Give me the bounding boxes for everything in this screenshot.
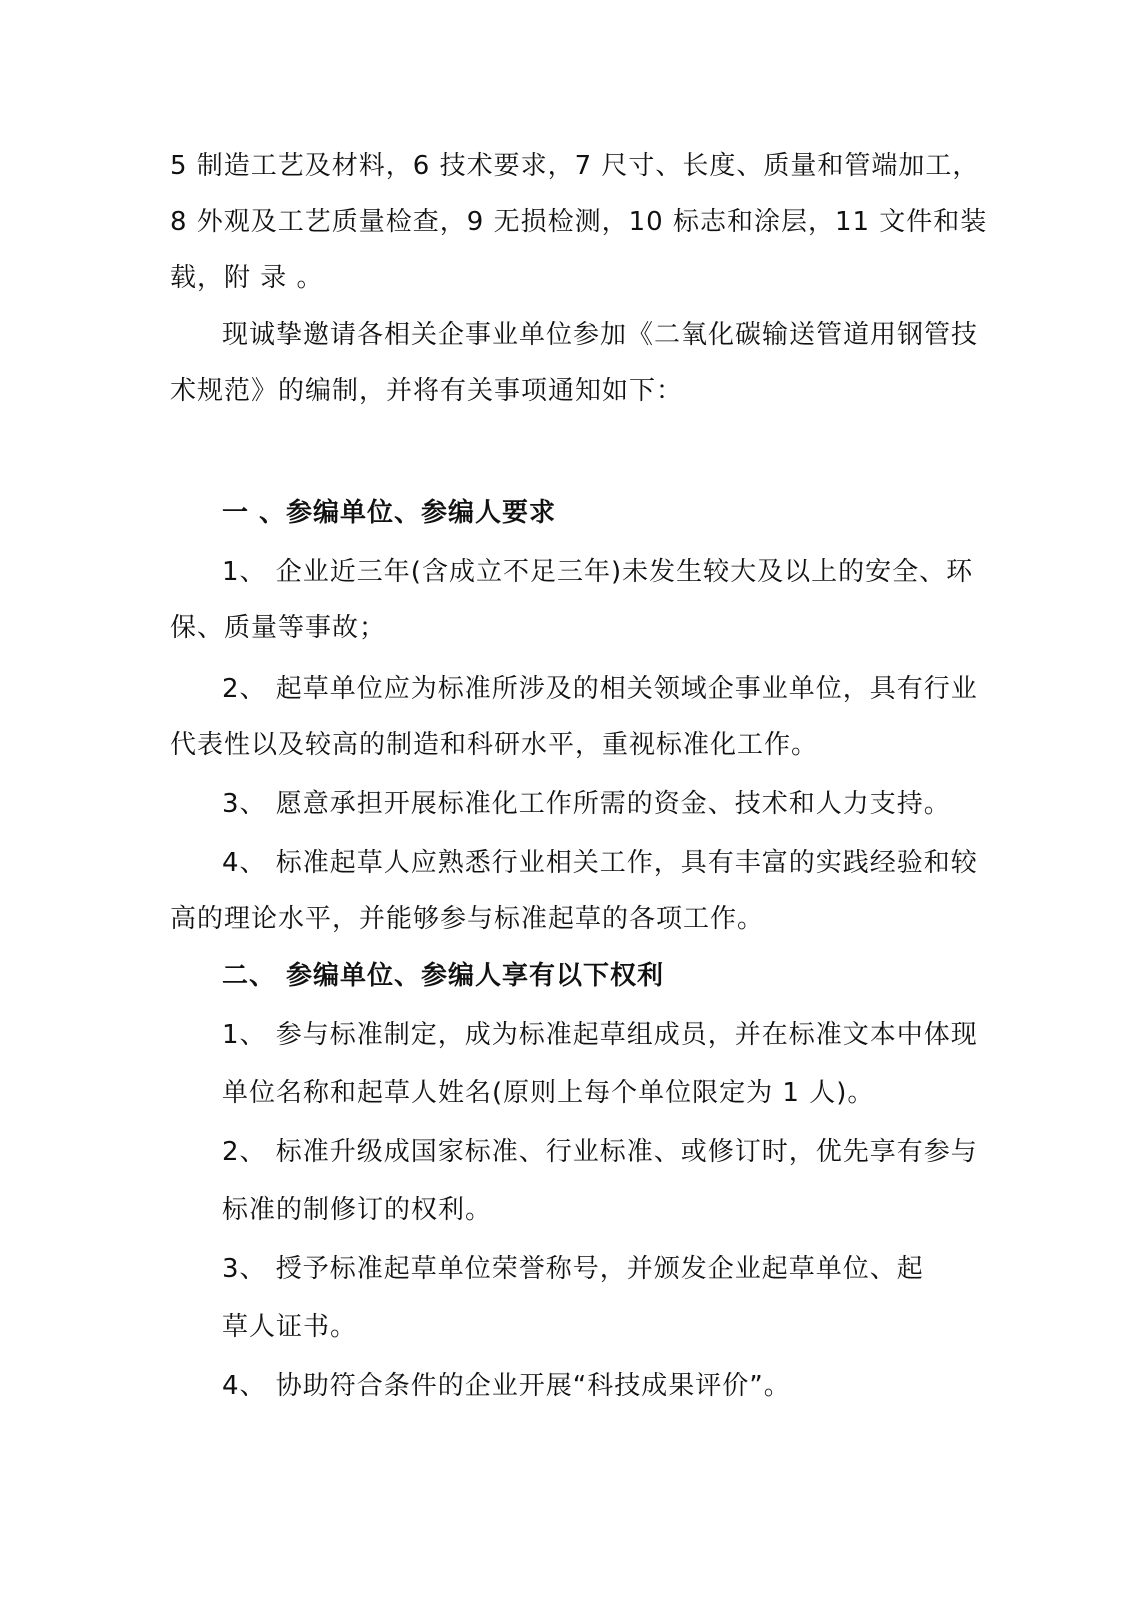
section-heading-1: 一 、参编单位、参编人要求 — [222, 498, 557, 528]
right-3-line-2: 草人证书。 — [222, 1312, 358, 1342]
invitation-line-2: 术规范》的编制，并将有关事项通知如下： — [170, 376, 684, 406]
body-line-2: 8 外观及工艺质量检查，9 无损检测，10 标志和涂层，11 文件和装 — [170, 207, 988, 237]
req-1-line-2: 保、质量等事故； — [170, 613, 387, 643]
req-4-line-1: 4、 标准起草人应熟悉行业相关工作，具有丰富的实践经验和较 — [222, 848, 978, 878]
req-2-line-2: 代表性以及较高的制造和科研水平，重视标准化工作。 — [170, 730, 819, 760]
body-line-3: 载，附 录 。 — [170, 263, 324, 293]
right-1-line-1: 1、 参与标准制定，成为标准起草组成员，并在标准文本中体现 — [222, 1020, 978, 1050]
req-1-line-1: 1、 企业近三年(含成立不足三年)未发生较大及以上的安全、环 — [222, 557, 974, 587]
req-2-line-1: 2、 起草单位应为标准所涉及的相关领域企事业单位，具有行业 — [222, 674, 978, 704]
body-line-1: 5 制造工艺及材料，6 技术要求，7 尺寸、长度、质量和管端加工， — [170, 151, 980, 181]
section-heading-2: 二、 参编单位、参编人享有以下权利 — [222, 961, 665, 991]
req-3-line-1: 3、 愿意承担开展标准化工作所需的资金、技术和人力支持。 — [222, 789, 951, 819]
right-2-line-1: 2、 标准升级成国家标准、行业标准、或修订时，优先享有参与 — [222, 1137, 978, 1167]
invitation-line-1: 现诚挚邀请各相关企事业单位参加《二氧化碳输送管道用钢管技 — [222, 320, 979, 350]
right-2-line-2: 标准的制修订的权利。 — [222, 1195, 493, 1225]
req-4-line-2: 高的理论水平，并能够参与标准起草的各项工作。 — [170, 904, 765, 934]
right-1-line-2: 单位名称和起草人姓名(原则上每个单位限定为 1 人)。 — [222, 1078, 875, 1108]
right-4-line-1: 4、 协助符合条件的企业开展“科技成果评价”。 — [222, 1371, 791, 1401]
right-3-line-1: 3、 授予标准起草单位荣誉称号，并颁发企业起草单位、起 — [222, 1254, 924, 1284]
